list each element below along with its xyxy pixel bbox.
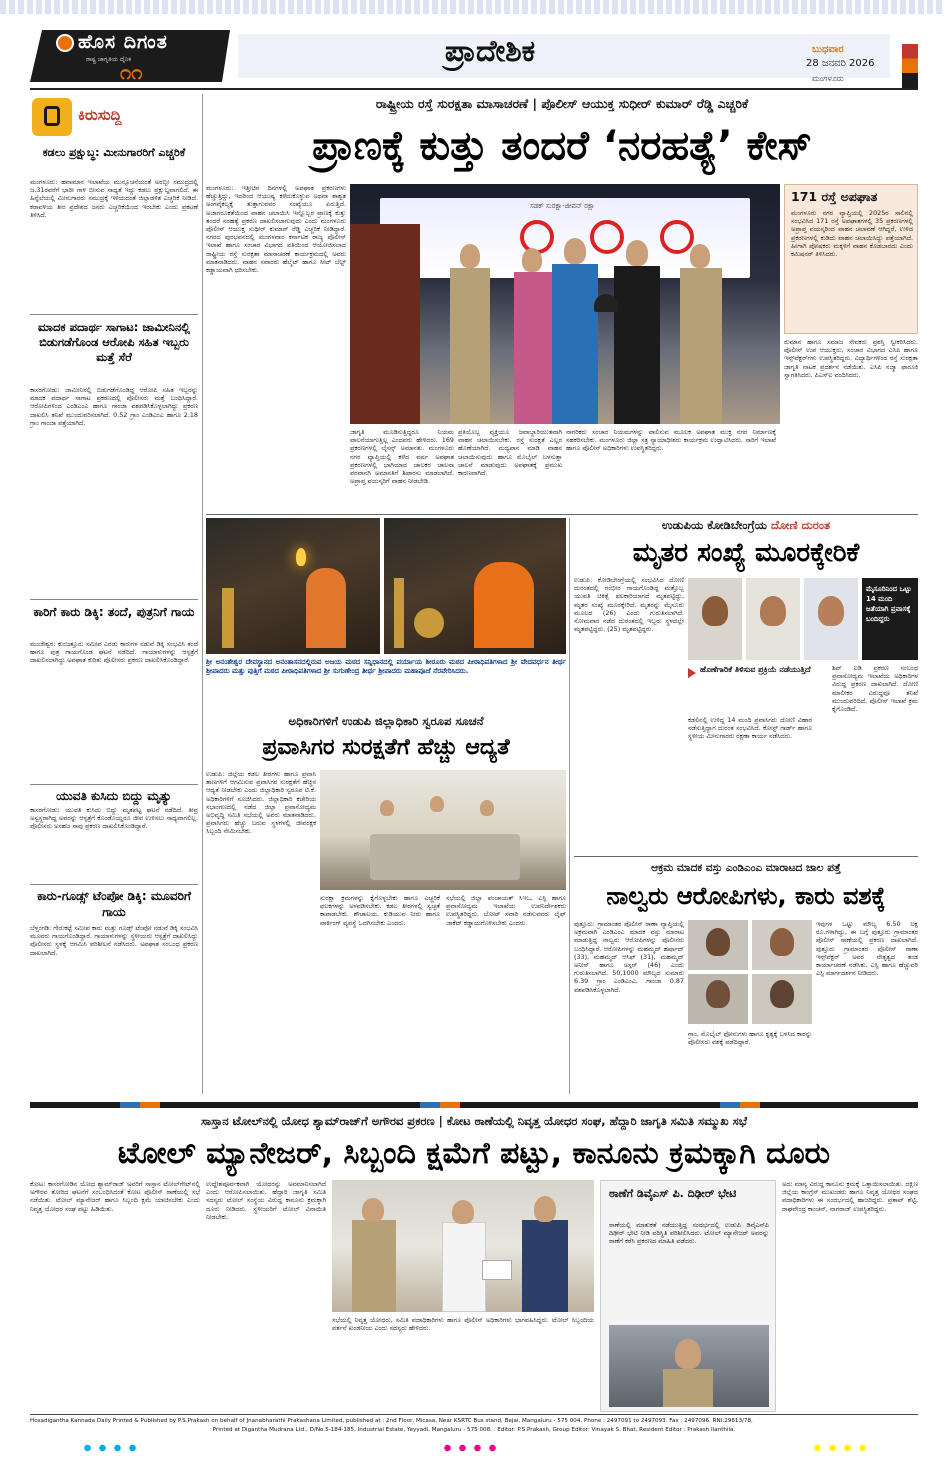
brief-2-headline: ಮಾದಕ ಪದಾರ್ಥ ಸಾಗಾಟ: ಜಾಮೀನಿನಲ್ಲಿ ಬಿಡುಗಡೆಗೊಂಡ ಆರೋಪಿ ಸಹಿತ ಇಬ್ಬರು ಮತ್ತೆ ಸೆರೆ: [38, 320, 190, 364]
drugs-body-2: ಇವುಗಳ ಒಟ್ಟು ಮೌಲ್ಯ 6.50 ಲಕ್ಷ ರೂ.ಗಳಾಗಿದ್ದು, ಈ ಬಗ್ಗೆ ಪುತ್ತೂರು ಗ್ರಾಮಾಂತರ ಪೊಲೀಸ್ ಠಾಣೆಯಲ್ಲಿ ಪ್ರಕರಣ ದಾಖಲಾಗಿದೆ. ಪುತ್ತೂರು ಗ್ರಾಮಾಂತರ ಪೊಲೀಸ್ ಠಾಣಾ ಇನ್ಸ್‌ಪೆಕ್ಟರ್ ಅವರ ನೇತೃತ್ವದ ತಂಡ ಕಾರ್ಯಾಚರಣೆ ನಡೆಸಿತು. ಎಸ್ಪಿ ಹಾಗೂ ಹೆಚ್ಚುವರಿ ಎಸ್ಪಿ ಮಾರ್ಗದರ್ಶನ ನೀಡಿದರು.: [816, 920, 918, 978]
temple-photo-right: [384, 518, 566, 654]
brief-5-headline: ಕಾರು-ಗೂಡ್ಸ್ ಟೆಂಪೋ ಡಿಕ್ಕಿ: ಮೂವರಿಗೆ ಗಾಯ: [37, 889, 191, 919]
official-1: [380, 800, 394, 816]
accident-box: [784, 184, 918, 334]
official-2: [430, 796, 444, 812]
drugs-body: ಪುತ್ತೂರು: ಗ್ರಾಮಾಂತರ ಪೊಲೀಸ್ ಠಾಣಾ ವ್ಯಾಪ್ತಿಯಲ್ಲಿ ಅಕ್ರಮವಾಗಿ ಎಂಡಿಎಂಎ ಮಾದಕ ವಸ್ತು ಮಾರಾಟ ಮಾಡುತ್ತಿದ್ದ ನಾಲ್ವರು ಆರೋಪಿಗಳನ್ನು ಪೊಲೀಸರು ಬಂಧಿಸಿದ್ದಾರೆ. ಆರೋಪಿಗಳನ್ನು ಮಹಮ್ಮದ್ ಹರ್ಷಾದ್ (33), ಮಹಮ್ಮದ್ ಆಸಿಫ್ (31), ಮಹಮ್ಮದ್ ಅನೀಸ್ ಹಾಗೂ ಅಸ್ಗರ್ (46) ಎಂದು ಗುರುತಿಸಲಾಗಿದೆ. 50,1000 ಮೌಲ್ಯದ ಸುಮಾರು 6.39 ಗ್ರಾಂ ಎಂಡಿಎಂಎ, ಗಾಂಜಾ 0.87 ವಶಪಡಿಸಿಕೊಳ್ಳಲಾಗಿದೆ.: [574, 920, 684, 994]
guest-2: [522, 248, 542, 272]
podium: [350, 224, 420, 424]
manager-face: [534, 1196, 556, 1222]
masthead-strip: [0, 0, 945, 14]
tourist-body-2: ಸುರಕ್ಷಾ ಕ್ರಮಗಳನ್ನು ಕೈಗೊಳ್ಳಬೇಕು ಹಾಗೂ ಎಚ್ಚರಿಕೆ ಫಲಕಗಳನ್ನು ಅಳವಡಿಸಬೇಕು. ಕಡಲ ತೀರಗಳಲ್ಲಿ ಸ್ವಚ್ಛತೆ ಕಾಪಾಡಬೇಕು. ಶೌಚಾಲಯ, ಕುಡಿಯುವ ನೀರು ಹಾಗೂ ಪಾರ್ಕಿಂಗ್ ವ್ಯವಸ್ಥೆ ಒದಗಿಸಬೇಕು ಎಂದರು.: [320, 894, 440, 927]
kirusuddi-column: [30, 94, 198, 894]
accident-box-title: 171 ರಸ್ತೆ ಅಪಘಾತ: [791, 189, 878, 204]
lead-bottom-rule: [206, 514, 918, 515]
brief-3-body: ಮಂಜೇಶ್ವರ: ಕುಂಜತ್ತೂರು ಸಮೀಪ ಎರಡು ಕಾರುಗಳ ನಡುವೆ ಡಿಕ್ಕಿ ಸಂಭವಿಸಿ ತಂದೆ ಹಾಗೂ ಪುತ್ರ ಗಾಯಗೊಂಡ ಘಟನೆ ನಡೆದಿದೆ. ಗಾಯಾಳುಗಳನ್ನು ಆಸ್ಪತ್ರೆಗೆ ದಾಖಲಿಸಲಾಗಿದ್ದು ಅಪಘಾತ ಕುರಿತು ಪೊಲೀಸರು ಪ್ರಕರಣ ದಾಖಲಿಸಿಕೊಂಡಿದ್ದಾರೆ.: [30, 640, 198, 665]
lamp-stand: [394, 578, 404, 648]
toll-headline: ಟೋಲ್ ಮ್ಯಾನೇಜರ್, ಸಿಬ್ಬಂದಿ ಕ್ಷಮೆಗೆ ಪಟ್ಟು, ಕಾನೂನು ಕ್ರಮಕ್ಕಾಗಿ ದೂರು: [117, 1136, 831, 1171]
page-number: ೧೧: [120, 60, 143, 84]
brief-divider: [30, 784, 198, 785]
boat-kicker: [574, 518, 918, 533]
finger-icon: [44, 106, 60, 126]
meeting-table: [370, 834, 520, 880]
brief-divider: [30, 314, 198, 315]
dysp-box-body: ಠಾಣೆಯಲ್ಲಿ ಮಾತುಕತೆ ನಡೆಯುತ್ತಿದ್ದ ಸಂದರ್ಭದಲ್ಲಿ ಉಡುಪಿ ಡಿವೈಎಸ್‌ಪಿ ದಿಢೀರ್ ಭೇಟಿ ನೀಡಿ ಪರಿಸ್ಥಿತಿ ಪರಿಶೀಲಿಸಿದರು. ಟೋಲ್ ಮ್ಯಾನೇಜರ್ ಅವರನ್ನು ಠಾಣೆಗೆ ಕರೆಸಿ ಪ್ರಕರಣದ ಮಾಹಿತಿ ಪಡೆದರು.: [609, 1221, 769, 1246]
toll-col-1: ಕೋಟ: ಕಾಸರಗೋಡಿನ ಯೋಧ ಶ್ಯಾಮ್‌ರಾಜ್ ಅವರಿಗೆ ಸಾಸ್ತಾನ ಟೋಲ್‌ಗೇಟ್‌ನಲ್ಲಿ ಅಗೌರವ ತೋರಿದ ಘಟನೆಗೆ ಸಂಬಂಧಿಸಿದಂತೆ ಕೋಟ ಪೊಲೀಸ್ ಠಾಣೆಯಲ್ಲಿ ಸಭೆ ನಡೆಯಿತು. ಟೋಲ್ ಮ್ಯಾನೇಜರ್ ಹಾಗೂ ಸಿಬ್ಬಂದಿ ಕ್ಷಮೆ ಯಾಚಿಸಬೇಕು ಎಂದು ನಿವೃತ್ತ ಯೋಧರ ಸಂಘ ಪಟ್ಟು ಹಿಡಿಯಿತು.: [30, 1180, 200, 1213]
stage-banner-text: ಸಡಕ್ ಸುರಕ್ಷಾ-ಜೀವನ್ ರಕ್ಷಾ: [530, 202, 595, 210]
lead-headline: ಪ್ರಾಣಕ್ಕೆ ಕುತ್ತು ತಂದರೆ ‘ನರಹತ್ಯೆ’ ಕೇಸ್: [312, 123, 812, 169]
toll-col-2: ಉದ್ದೇಶಪೂರ್ವಕವಾಗಿ ಯೋಧರನ್ನು ಅವಮಾನಿಸಲಾಗಿದೆ ಎಂದು ಆರೋಪಿಸಲಾಯಿತು. ಹೆದ್ದಾರಿ ಜಾಗೃತಿ ಸಮಿತಿ ಸದಸ್ಯರು ಟೋಲ್ ಸಂಸ್ಥೆಯ ವಿರುದ್ಧ ಕಾನೂನು ಕ್ರಮಕ್ಕಾಗಿ ದೂರು ನೀಡಿದರು. ಸ್ಥಳೀಯರಿಗೆ ಟೋಲ್ ವಿನಾಯಿತಿ ನೀಡಬೇಕು.: [206, 1180, 326, 1221]
section-title: ಪ್ರಾದೇಶಿಕ: [444, 34, 536, 69]
temple-caption: ಶ್ರೀ ಅನಂತೇಶ್ವರ ದೇವಸ್ಥಾನದ ಅನಂತಾಸನದಲ್ಲಿರುವ ಅಜಯ ಮಠದ ಸನ್ನಿಧಾನದಲ್ಲಿ ಪರ್ಯಾಯ ಶೀರೂರು ಮಠದ ಪೀಠಾಧಿಪತಿಗಳಾದ ಶ್ರೀ ವೇದವರ್ಧನ ತೀರ್ಥ ಶ್ರೀಪಾದರು ಮತ್ತು ಪುತ್ತಿಗೆ ಮಠದ ಪೀಠಾಧಿಪತಿಗಳಾದ ಶ್ರೀ ಸುಗುಣೇಂದ್ರ ತೀರ್ಥ ಶ್ರೀಪಾದರು ಮಹಾಪೂಜೆ ನೆರವೇರಿಸಿದರು.: [206, 658, 566, 675]
no-speed-icon: [660, 220, 694, 254]
guest-3: [564, 238, 586, 264]
lead-col2: [350, 428, 454, 512]
boat-sub-note: [688, 664, 828, 710]
toll-col-3: ಸಭೆಯಲ್ಲಿ ನಿವೃತ್ತ ಯೋಧರು, ಸಮಿತಿ ಪದಾಧಿಕಾರಿಗಳು ಹಾಗೂ ಪೊಲೀಸ್ ಅಧಿಕಾರಿಗಳು ಭಾಗವಹಿಸಿದ್ದರು. ಟೋಲ್ ಸಿಬ್ಬಂದಿಯ ವರ್ತನೆ ಖಂಡನೀಯ ಎಂದು ಸದಸ್ಯರು ಹೇಳಿದರು.: [332, 1316, 594, 1333]
boat-kicker-b: ದೋಣಿ ದುರಂತ: [771, 518, 831, 532]
brief-1-body: ಮಂಗಳೂರು: ಹವಾಮಾನ ಇಲಾಖೆಯ ಮುನ್ಸೂಚನೆಯಂತೆ ಅರಬ್ಬೀ ಸಮುದ್ರದಲ್ಲಿ ಜ.31ರವರೆಗೆ ಭಾರೀ ಗಾಳಿ ಬೀಸುವ ಸಾಧ್ಯತೆ ಇದ್ದು ಕಡಲು ಪ್ರಕ್ಷುಬ್ಧವಾಗಲಿದೆ. ಈ ಹಿನ್ನೆಲೆಯಲ್ಲಿ ಮೀನುಗಾರರು ಸಮುದ್ರಕ್ಕೆ ಇಳಿಯದಂತೆ ಜಿಲ್ಲಾಡಳಿತ ಎಚ್ಚರಿಕೆ ನೀಡಿದೆ. ಕರಾವಳಿಯ ತೀರ ಪ್ರದೇಶದ ಜನರು ಎಚ್ಚರಿಕೆಯಿಂದ ಇರಬೇಕು ಎಂದು ಪ್ರಕಟಣೆ ತಿಳಿಸಿದೆ.: [30, 178, 198, 219]
kirusuddi-label: ಕಿರುಸುದ್ದಿ: [78, 106, 122, 124]
boat-bottom-rule: [574, 856, 918, 857]
drugs-photo-caption: ಗ್ರಾಂ, ಮೊಬೈಲ್ ಫೋನುಗಳು ಹಾಗೂ ಕೃತ್ಯಕ್ಕೆ ಬಳಸಿದ ಕಾರನ್ನು ಪೊಲೀಸರು ವಶಕ್ಕೆ ಪಡೆದಿದ್ದಾರೆ.: [688, 1030, 812, 1047]
accused-1-face: [706, 928, 730, 956]
manager-shirt: [522, 1220, 568, 1312]
color-registration-marks: [80, 1444, 870, 1452]
photo-badge: [862, 578, 918, 660]
lamp-stand: [222, 588, 234, 648]
section-separator: [30, 1102, 918, 1108]
lead-col4: [566, 428, 776, 512]
masthead-rule: [30, 88, 918, 90]
guest-4: [626, 240, 648, 266]
lamp-flame-icon: [296, 548, 306, 566]
tourist-kicker: ಅಧಿಕಾರಿಗಳಿಗೆ ಉಡುಪಿ ಜಿಲ್ಲಾಧಿಕಾರಿ ಸ್ವರೂಪ ಸೂಚನೆ: [288, 714, 484, 728]
registration-dots-mid: [440, 1444, 500, 1452]
lead-col3: [458, 428, 562, 512]
official-3: [480, 800, 494, 816]
brief-divider: [30, 884, 198, 885]
accused-2-face: [770, 928, 794, 956]
dysp-face: [675, 1339, 701, 1369]
guest-3-shirt: [552, 264, 598, 424]
victim-1-face: [702, 596, 728, 626]
guest-1-uniform: [450, 268, 490, 424]
guest-1: [460, 244, 480, 268]
brief-divider: [30, 599, 198, 600]
accused-4-face: [770, 980, 794, 1008]
logo-emblem-icon: [56, 34, 74, 52]
no-phone-icon: [590, 220, 624, 254]
column-rule: [569, 518, 570, 1094]
issue-day: ಬುಧವಾರ: [812, 44, 844, 55]
tourist-body-3: ಸಭೆಯಲ್ಲಿ ಜಿಲ್ಲಾ ಪಂಚಾಯತ್ ಸಿಇಒ, ಎಸ್ಪಿ ಹಾಗೂ ಪ್ರವಾಸೋದ್ಯಮ ಇಲಾಖೆಯ ಉಪನಿರ್ದೇಶಕರು ಉಪಸ್ಥಿತರಿದ್ದರು. ಬೋಟ್ ಸವಾರಿ ನಡೆಸುವವರು ಲೈಫ್ ಜಾಕೆಟ್ ಕಡ್ಡಾಯಗೊಳಿಸಬೇಕು ಎಂದರು.: [446, 894, 566, 927]
veteran-shirt: [442, 1222, 486, 1312]
veteran-face: [452, 1200, 474, 1224]
tourist-body-1: ಉಡುಪಿ: ಜಿಲ್ಲೆಯ ಕಡಲ ತೀರಗಳು ಹಾಗೂ ಪ್ರವಾಸಿ ತಾಣಗಳಿಗೆ ಆಗಮಿಸುವ ಪ್ರವಾಸಿಗರ ಸುರಕ್ಷತೆಗೆ ಹೆಚ್ಚಿನ ಆದ್ಯತೆ ನೀಡಬೇಕು ಎಂದು ಜಿಲ್ಲಾಧಿಕಾರಿ ಸ್ವರೂಪ ಟಿ.ಕೆ. ಅಧಿಕಾರಿಗಳಿಗೆ ಸೂಚಿಸಿದರು. ಜಿಲ್ಲಾಧಿಕಾರಿ ಕಚೇರಿಯ ಸಭಾಂಗಣದಲ್ಲಿ ನಡೆದ ಜಿಲ್ಲಾ ಪ್ರವಾಸೋದ್ಯಮ ಅಭಿವೃದ್ಧಿ ಸಮಿತಿ ಸಭೆಯಲ್ಲಿ ಅವರು ಮಾತನಾಡಿದರು. ಪ್ರವಾಸಿಗರು ಹೆಚ್ಚು ಬರುವ ಸ್ಥಳಗಳಲ್ಲಿ ಜೀವರಕ್ಷಕ ಸಿಬ್ಬಂದಿ ನೇಮಿಸಬೇಕು.: [206, 770, 316, 836]
guest-5-uniform: [680, 268, 722, 424]
accident-box-body: ಮಂಗಳೂರು ನಗರ ವ್ಯಾಪ್ತಿಯಲ್ಲಿ 2025ರ ಸಾಲಿನಲ್ಲಿ ಸಂಭವಿಸಿದ 171 ರಸ್ತೆ ಅಪಘಾತಗಳಲ್ಲಿ 35 ಪ್ರಕರಣಗಳಲ್ಲಿ ಅಪ್ರಾಪ್ತ ವಯಸ್ಕರಿಂದ ವಾಹನ ಚಲಾವಣೆ ಆಗಿದ್ದರೆ, ಉಳಿದ ಪ್ರಕರಣಗಳಲ್ಲಿ ಕುಡಿದು ವಾಹನ ಚಲಾಯಿಸಿದ್ದು ಪತ್ತೆಯಾಗಿದೆ. ಹೀಗಾಗಿ ಪೋಷಕರು ಮಕ್ಕಳಿಗೆ ವಾಹನ ಕೊಡಬಾರದು ಎಂದು ಕಮಿಷನರ್ ತಿಳಿಸಿದರು.: [791, 209, 913, 259]
dysp-photo: [609, 1325, 769, 1407]
guest-4-shirt: [614, 266, 660, 424]
registration-dots-right: [810, 1444, 870, 1452]
toll-meeting-photo: [332, 1180, 594, 1312]
toll-kicker: ಸಾಸ್ತಾನ ಟೋಲ್‌ನಲ್ಲಿ ಯೋಧ ಶ್ಯಾಮ್‌ರಾಜ್‌ಗೆ ಅಗೌರವ ಪ್ರಕರಣ | ಕೋಟ ಠಾಣೆಯಲ್ಲಿ ನಿವೃತ್ತ ಯೋಧರ ಸಂಘ, ಹೆದ್ದಾರಿ ಜಾಗೃತಿ ಸಮಿತಿ ಸಮ್ಮುಖ ಸಭೆ: [200, 1114, 748, 1128]
imprint-line-2: Printed at Digantha Mudrana Ltd., D/No.5-184-185, Industrial Estate, Yeyyadi, Mangaluru - 575 008. . Editor: P.S.Prakash, Group Editor: Vinayak S. Bhat, Resident Editor : Prakash Ilanthila.: [212, 1427, 736, 1433]
lead-col4-text: ನಾಗರಿಕರು ಸಂಚಾರ ನಿಯಮಗಳನ್ನು ಪಾಲಿಸುವ ಮೂಲಕ ಅಪಘಾತ ಮುಕ್ತ ನಗರ ನಿರ್ಮಾಣಕ್ಕೆ ಸಹಕರಿಸಬೇಕು. ಮಂಗಳೂರು ಜಿಲ್ಲಾ ಸತ್ರ ನ್ಯಾಯಾಧೀಶರು ಕಾರ್ಯಕ್ರಮ ಉದ್ಘಾಟಿಸಿದರು. ಸಾರಿಗೆ ಇಲಾಖೆ ಹಾಗೂ ಪೊಲೀಸ್ ಅಧಿಕಾರಿಗಳು ಉಪಸ್ಥಿತರಿದ್ದರು.: [566, 428, 776, 453]
complaint-paper: [482, 1260, 512, 1280]
column-rule: [202, 94, 203, 1094]
boat-headline: ಮೃತರ ಸಂಖ್ಯೆ ಮೂರಕ್ಕೇರಿಕೆ: [632, 538, 860, 568]
issue-date: 28 ಜನವರಿ 2026: [806, 58, 875, 69]
boat-sub-note-text: ಹೊಣೆಗಾರಿಕೆ ತಿಳಿಸುವ ಪ್ರಕ್ರಿಯೆ ನಡೆಯುತ್ತಿದೆ: [700, 665, 811, 674]
guest-5: [690, 244, 710, 268]
brief-2-body: ಕಾಸರಗೋಡು: ಜಾಮೀನಿನಲ್ಲಿ ಬಿಡುಗಡೆಗೊಂಡಿದ್ದ ಆರೋಪಿ ಸಹಿತ ಇಬ್ಬರನ್ನು ಮಾದಕ ಪದಾರ್ಥ ಸಾಗಾಟ ಪ್ರಕರಣದಲ್ಲಿ ಪೊಲೀಸರು ಮತ್ತೆ ಬಂಧಿಸಿದ್ದಾರೆ. ಆರೋಪಿಗಳಿಂದ ಎಂಡಿಎಂಎ ಹಾಗೂ ಗಾಂಜಾ ವಶಪಡಿಸಿಕೊಳ್ಳಲಾಗಿದ್ದು ಪ್ರಕರಣ ದಾಖಲಿಸಿ ತನಿಖೆ ಮುಂದುವರಿಸಲಾಗಿದೆ. 0.52 ಗ್ರಾಂ ಎಂಡಿಎಂಎ ಹಾಗೂ 2.18 ಗ್ರಾಂ ಗಾಂಜಾ ಪತ್ತೆಯಾಗಿದೆ.: [30, 386, 198, 427]
arrow-icon: [688, 668, 696, 678]
boat-kicker-a: ಉಡುಪಿಯ ಕೋಡಿಬೇಂಗ್ರೆಯ: [661, 518, 771, 532]
lead-kicker: ರಾಷ್ಟ್ರೀಯ ರಸ್ತೆ ಸುರಕ್ಷತಾ ಮಾಸಾಚರಣೆ | ಪೊಲೀಸ್ ಆಯುಕ್ತ ಸುಧೀರ್ ಕುಮಾರ್ ರೆಡ್ಡಿ ಎಚ್ಚರಿಕೆ: [375, 96, 749, 111]
swamiji-figure: [474, 562, 534, 648]
dysp-box-title: ಠಾಣೆಗೆ ಡಿವೈಎಸ್ ಪಿ. ದಿಢೀರ್ ಭೇಟಿ: [609, 1187, 737, 1200]
victim-2-face: [760, 596, 786, 626]
brief-1-headline: ಕಡಲು ಪ್ರಕ್ಷುಬ್ಧ: ಮೀನುಗಾರರಿಗೆ ಎಚ್ಚರಿಕೆ: [42, 146, 186, 159]
footer-rule: [30, 1414, 918, 1415]
accused-photos: [688, 920, 812, 1024]
boat-body-3: ಶಿಪ್ ಐಡಿ ಪ್ರಕರಣ ಸಂಬಂಧ ಪ್ರವಾಸೋದ್ಯಮ ಇಲಾಖೆಯ ಅಧಿಕಾರಿಗಳ ವಿರುದ್ಧ ಪ್ರಕರಣ ದಾಖಲಾಗಿದೆ. ದೋಣಿ ಮಾಲೀಕರ ವಿರುದ್ಧವೂ ತನಿಖೆ ಮುಂದುವರಿದಿದೆ. ಪೊಲೀಸ್ ಇಲಾಖೆ ಕ್ರಮ ಕೈಗೊಂಡಿದೆ.: [832, 664, 918, 714]
tourist-headline: ಪ್ರವಾಸಿಗರ ಸುರಕ್ಷತೆಗೆ ಹೆಚ್ಚು ಆದ್ಯತೆ: [262, 735, 510, 760]
lead-photo: [350, 184, 780, 424]
lead-col-right: ರುಮಾನ ಹಾಗೂ ಸಮಾಜ ಸೇವಕರು ಪ್ರಶಸ್ತಿ ಸ್ವೀಕರಿಸಿದರು. ಪೊಲೀಸ್ ಉಪ ಆಯುಕ್ತರು, ಸಂಚಾರ ವಿಭಾಗದ ಎಸಿಪಿ ಹಾಗೂ ಇನ್ಸ್‌ಪೆಕ್ಟರ್‌ಗಳು ಉಪಸ್ಥಿತರಿದ್ದರು. ವಿದ್ಯಾರ್ಥಿಗಳಿಂದ ರಸ್ತೆ ಸುರಕ್ಷತಾ ಜಾಗೃತಿ ನಾಟಕ ಪ್ರದರ್ಶನ ನಡೆಯಿತು. ಎಸಿಪಿ ನಜ್ಮಾ ಫಾರೂಕಿ ಸ್ವಾಗತಿಸಿದರು. ಪಿಎಸ್‌ಐ ವಂದಿಸಿದರು.: [784, 338, 918, 379]
boat-body-2: ಕಡಲಿನಲ್ಲಿ ಉಳಿದ್ದ 14 ಮಂದಿ ಪ್ರವಾಸಿಗರು ದೋಣಿ ವಿಹಾರ ನಡೆಸುತ್ತಿದ್ದಾಗ ದುರಂತ ಸಂಭವಿಸಿದೆ. ಕೋಸ್ಟ್ ಗಾರ್ಡ್ ಹಾಗೂ ಸ್ಥಳೀಯ ಮೀನುಗಾರರು ರಕ್ಷಣಾ ಕಾರ್ಯ ನಡೆಸಿದರು.: [688, 716, 812, 741]
officer-face: [362, 1198, 384, 1222]
lead-col2-text: ಜಾಗೃತಿ ಮೂಡಿಸುತ್ತಿದ್ದರೂ ನಿಯಮ ಪಾಲನೆಯಾಗುತ್ತಿಲ್ಲ ಎಂದವರು ಹೇಳಿದರು. 169 ಪ್ರಕರಣಗಳಲ್ಲಿ ಲೈಸನ್ಸ್ ಅಮಾನತು. ಮಂಗಳೂರು ನಗರ ವ್ಯಾಪ್ತಿಯಲ್ಲಿ ಕಳೆದ ವರ್ಷ ಅಪಘಾತ ಪ್ರಕರಣಗಳಲ್ಲಿ ಭಾಗಿಯಾದ ಚಾಲಕರ ಚಾಲನಾ ಪರವಾನಗಿ ಅಮಾನತಿಗೆ ಶಿಫಾರಸು ಮಾಡಲಾಗಿದೆ. ಅಪ್ರಾಪ್ತ ವಯಸ್ಕರಿಗೆ ವಾಹನ ನೀಡಬೇಡಿ.: [350, 428, 454, 486]
accused-3-face: [706, 980, 730, 1008]
brass-vessel: [414, 608, 444, 638]
registration-dots-left: [80, 1444, 140, 1452]
victim-3-face: [818, 596, 844, 626]
helmet-icon: [594, 294, 618, 312]
dysp-uniform: [663, 1369, 713, 1407]
toll-col-5: ಅದು ಮಾನ್ಯ ವಿರುದ್ಧ ಕಾನೂನು ಕ್ರಮಕ್ಕೆ ಒತ್ತಾಯಿಸಲಾಯಿತು. ದಕ್ಷಿಣ ಜಿಲ್ಲೆಯ ಕಾಂಗ್ರೆಸ್ ಮುಖಂಡರು ಹಾಗೂ ನಿವೃತ್ತ ಯೋಧರ ಸಂಘದ ಪದಾಧಿಕಾರಿಗಳು ಈ ಸಂದರ್ಭದಲ್ಲಿ ಹಾಜರಿದ್ದರು. ಪ್ರತಾಪ್ ಶೆಟ್ಟಿ, ರಾಘವೇಂದ್ರ ಕಾಂಚನ್, ನಾಗರಾಜ್ ಉಪಸ್ಥಿತರಿದ್ದರು.: [782, 1180, 918, 1213]
brief-4-headline: ಯುವತಿ ಕುಸಿದು ಬಿದ್ದು ಮೃತ್ಯು: [56, 789, 172, 803]
lead-intro: ಮಂಗಳೂರು: ಇತ್ತೀಚಿನ ದಿನಗಳಲ್ಲಿ ಅಪಘಾತ ಪ್ರಕರಣಗಳು ಹೆಚ್ಚುತ್ತಿದ್ದು, ಇದರಿಂದ ಆಯುಷ್ಯ ಕಳೆದುಕೊಳ್ಳುವ ಅಥವಾ ಶಾಶ್ವತ ಅಂಗವೈಕಲ್ಯಕ್ಕೆ ತುತ್ತಾಗುವವರ ಸಂಖ್ಯೆಯೂ ಏರುತ್ತಿದೆ. ಅಜಾಗರೂಕತೆಯಿಂದ ವಾಹನ ಚಲಾಯಿಸಿ ಇನ್ನೊಬ್ಬರ ಪ್ರಾಣಕ್ಕೆ ಕುತ್ತು ತಂದರೆ ನರಹತ್ಯೆ ಪ್ರಕರಣ ದಾಖಲಿಸಲಾಗುವುದು ಎಂದು ಮಂಗಳೂರು ಪೊಲೀಸ್ ಆಯುಕ್ತ ಸುಧೀರ್ ಕುಮಾರ್ ರೆಡ್ಡಿ ಎಚ್ಚರಿಕೆ ನೀಡಿದ್ದಾರೆ. ನಗರದ ಪುರಭವನದಲ್ಲಿ ಮಂಗಳವಾರ ಕರ್ನಾಟಕ ರಾಜ್ಯ ಪೊಲೀಸ್ ಇಲಾಖೆ ಹಾಗೂ ಸಂಚಾರ ವಿಭಾಗದ ವತಿಯಿಂದ ಆಯೋಜಿಸಲಾದ ರಾಷ್ಟ್ರೀಯ ರಸ್ತೆ ಸುರಕ್ಷತಾ ಮಾಸಾಚರಣೆ ಕಾರ್ಯಕ್ರಮದಲ್ಲಿ ಅವರು ಮಾತನಾಡಿದರು. ವಾಹನ ಸವಾರರು ಹೆಲ್ಮೆಟ್ ಹಾಗೂ ಸೀಟ್ ಬೆಲ್ಟ್ ಕಡ್ಡಾಯವಾಗಿ ಧರಿಸಬೇಕು.: [206, 184, 346, 275]
imprint-line-1: Hosadigantha Kannada Daily Printed & Published by P.S.Prakash on behalf of Jnanabharathi Prakashana Limited, published at : 2nd Floor, Micasa, Near KSRTC Bus stand, Bejai, Mangaluru - 575 004, Phone : 2497091 to 2497093. Fax : 2497096. RNI:29813/78,: [30, 1418, 753, 1424]
kirusuddi-badge: [32, 98, 178, 136]
photo-badge-text: ಮೈಸೂರಿನಿಂದ ಒಟ್ಟು 14 ಮಂದಿ ಜತೆಯಾಗಿ ಪ್ರವಾಸಕ್ಕೆ ಬಂದಿದ್ದರು: [866, 585, 912, 623]
brief-5: [30, 884, 198, 1094]
boat-victims-photos: [688, 578, 918, 660]
drugs-kicker: ಆಕ್ರಮ ಮಾದಕ ವಸ್ತು ಎಂಡಿಎಂಎ ಮಾರಾಟದ ಜಾಲ ಪತ್ತೆ: [651, 862, 841, 874]
brief-3-headline: ಕಾರಿಗೆ ಕಾರು ಡಿಕ್ಕಿ: ತಂದೆ, ಪುತ್ರನಿಗೆ ಗಾಯ: [33, 605, 195, 619]
masthead-right-bar: [902, 44, 918, 88]
edition-city: ಮಂಗಳೂರು: [812, 74, 844, 83]
brief-5-body: ಬೆಳ್ತಂಗಡಿ: ಗೇರುಕಟ್ಟೆ ಸಮೀಪ ಕಾರು ಮತ್ತು ಗೂಡ್ಸ್ ಟೆಂಪೋ ನಡುವೆ ಡಿಕ್ಕಿ ಸಂಭವಿಸಿ ಮೂವರು ಗಾಯಗೊಂಡಿದ್ದಾರೆ. ಗಾಯಾಳುಗಳನ್ನು ಸ್ಥಳೀಯರು ಆಸ್ಪತ್ರೆಗೆ ದಾಖಲಿಸಿದ್ದು ಪೊಲೀಸರು ಸ್ಥಳಕ್ಕೆ ಆಗಮಿಸಿ ಪರಿಶೀಲನೆ ನಡೆಸಿದರು. ಅಪಘಾತ ಸಂಬಂಧ ಪ್ರಕರಣ ದಾಖಲಾಗಿದೆ.: [30, 924, 198, 957]
drugs-headline: ನಾಲ್ವರು ಆರೋಪಿಗಳು, ಕಾರು ವಶಕ್ಕೆ: [606, 882, 886, 910]
guest-2-saree: [514, 272, 552, 424]
logo-text: ಹೊಸ ದಿಗಂತ: [78, 31, 168, 53]
brief-4-body: ಕಾಸರಗೋಡು: ಯುವತಿ ಕುಸಿದು ಬಿದ್ದು ಮೃತಪಟ್ಟ ಘಟನೆ ನಡೆದಿದೆ. ತೀವ್ರ ಅಸ್ವಸ್ಥರಾಗಿದ್ದ ಅವರನ್ನು ಆಸ್ಪತ್ರೆಗೆ ಕೊಂಡೊಯ್ದರೂ ಜೀವ ಉಳಿಸಲು ಸಾಧ್ಯವಾಗಲಿಲ್ಲ. ಪೊಲೀಸರು ಅಸಹಜ ಸಾವು ಪ್ರಕರಣ ದಾಖಲಿಸಿಕೊಂಡಿದ್ದಾರೆ.: [30, 806, 198, 831]
officer-uniform: [352, 1220, 396, 1312]
tourist-meeting-photo: [320, 770, 566, 890]
dysp-box: [600, 1180, 776, 1412]
temple-photo-left: [206, 518, 380, 654]
masthead: [0, 0, 945, 88]
lead-col3-text: ಪ್ರತಿಯೊಬ್ಬ ವ್ಯಕ್ತಿಯೂ ಜವಾಬ್ದಾರಿಯುತವಾಗಿ ವಾಹನ ಚಲಾಯಿಸಬೇಕು. ರಸ್ತೆ ಸುರಕ್ಷತೆ ಎಲ್ಲರ ಹೊಣೆಯಾಗಿದೆ. ಮದ್ಯಪಾನ ಮಾಡಿ ವಾಹನ ಚಲಾಯಿಸುವುದು ಹಾಗೂ ಮೊಬೈಲ್ ಬಳಸುತ್ತಾ ಚಾಲನೆ ಮಾಡುವುದು ಅಪಘಾತಕ್ಕೆ ಪ್ರಮುಖ ಕಾರಣವಾಗಿದೆ.: [458, 428, 562, 478]
boat-body: ಉಡುಪಿ: ಕೋಡಿಬೇಂಗ್ರೆಯಲ್ಲಿ ಸಂಭವಿಸಿದ ದೋಣಿ ದುರಂತದಲ್ಲಿ ಗಂಭೀರ ಗಾಯಗೊಂಡಿದ್ದ ಮತ್ತೊಬ್ಬ ಯುವತಿ ಚಿಕಿತ್ಸೆ ಫಲಕಾರಿಯಾಗದೆ ಮೃತಪಟ್ಟಿದ್ದು, ಮೃತರ ಸಂಖ್ಯೆ ಮೂರಕ್ಕೇರಿದೆ. ಮೃತರನ್ನು ಮೈಸೂರು ಮೂಲದ (26) ಎಂದು ಗುರುತಿಸಲಾಗಿದೆ. ಸೋಮವಾರ ನಡೆದ ದುರಂತದಲ್ಲಿ ಇಬ್ಬರು ಸ್ಥಳದಲ್ಲೇ ಮೃತಪಟ್ಟಿದ್ದರು. (25) ಮೃತಪಟ್ಟಿದ್ದರು.: [574, 576, 684, 634]
priest-figure: [306, 568, 346, 648]
logo-tagline: ರಾಷ್ಟ್ರ ಜಾಗೃತಿಯ ದೈನಿಕ: [86, 56, 132, 63]
